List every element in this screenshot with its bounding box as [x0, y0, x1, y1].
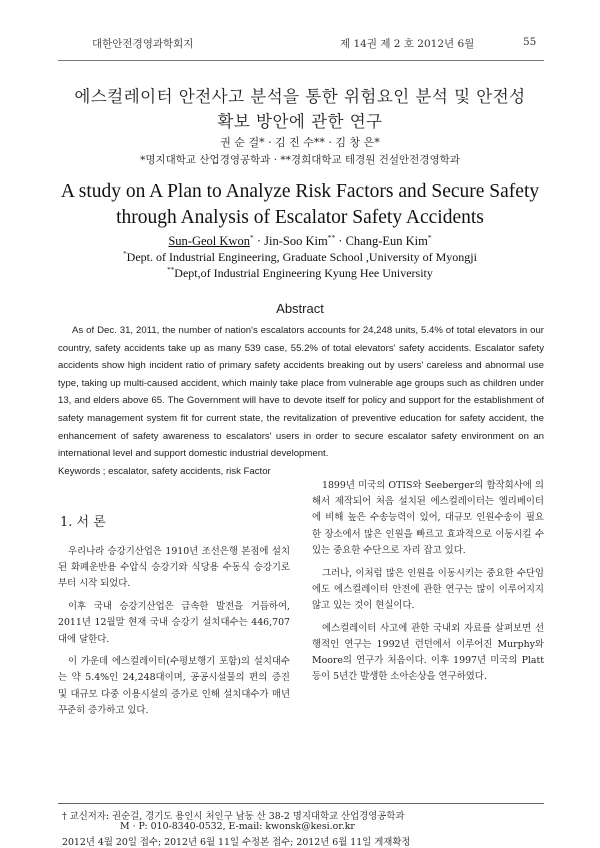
abstract-body	[58, 322, 544, 480]
author2-mark: **	[327, 233, 336, 242]
footnote-line3: 2012년 4월 20일 접수; 2012년 6월 11일 수정본 접수; 2012년 6월 11일 게재확정	[62, 837, 411, 848]
korean-affiliation: *명지대학교 산업경영공학과 · **경희대학교 테경원 건설안전경영학과	[140, 154, 460, 166]
page-number: 55	[523, 36, 537, 48]
paragraph: 에스컬레이터 사고에 관한 국내외 자료를 살펴보면 선행적인 연구는 1992년 런던에서 이루어진 Murphy와 Moore의 연구가 처음이다. 이후 1997년 미국의 Platt 등이 5년간 발생한 소아손상을 연구하였다.	[312, 622, 544, 683]
abstract-text: As of Dec. 31, 2011, the number of nation's escalators accounts for 24,248 units, 5.4% of total elevators in our country, safety accidents take up as many 539 case, 55.2% of total elevators' safety accidents. Escalator safety accidents show high incident ratio of primary safety accidents breaking out by users' careless and abnormal use type, taking up multi-caused accident, which mainly take place from vulnerable age groups such as children under 13, and elders above 65. The Government will have to devote itself for policy and support for the establishment of safety management system fit for current state, the revitalization of preventive education for safety accident, the enhancement of safety awareness to escalators' users in order to secure escalator safety environment on an international level and support domestic industrial development.	[58, 325, 544, 460]
aff1-text: Dept. of Industrial Engineering, Graduate School ,University of Myongji	[126, 250, 477, 264]
keywords: Keywords ; escalator, safety accidents, risk Factor	[58, 465, 271, 477]
left-column	[58, 544, 290, 726]
section-heading: 1. 서 론	[60, 515, 106, 530]
footnote-line1: † 교신저자: 권순걸, 경기도 용인시 처인구 남동 산 38-2 명지대학교 산업경영공학과	[62, 811, 405, 822]
english-affiliation-2	[0, 266, 600, 281]
second-author: · Jin-Soo Kim	[253, 234, 328, 249]
paragraph: 우리나라 승강기산업은 1910년 조선은행 본점에 설치된 화폐운반용 수압식 승강기와 식당용 수동식 승강기로부터 시작 되었다.	[58, 546, 290, 590]
right-column	[312, 478, 544, 692]
footnote-rule	[58, 803, 544, 804]
footnote-line2: M · P: 010-8340-0532, E-mail: kwonsk@kesi.or.kr	[120, 821, 355, 832]
third-author: · Chang-Eun Kim	[335, 234, 428, 249]
english-title-line1: A study on A Plan to Analyze Risk Factors and Secure Safety	[60, 181, 540, 202]
aff2-text: Dept,of Industrial Engineering Kyung Hee University	[174, 266, 433, 280]
journal-name: 대한안전경영과학회지	[92, 38, 194, 50]
header-rule	[58, 60, 544, 61]
korean-title-line1: 에스컬레이터 안전사고 분석을 통한 위험요인 분석 및 안전성	[74, 87, 526, 106]
first-author: Sun-Geol Kwon	[168, 234, 250, 249]
english-title-line2: through Analysis of Escalator Safety Accidents	[116, 207, 484, 228]
paragraph: 1899년 미국의 OTIS와 Seeberger의 합작회사에 의해서 제작되어 처음 설치된 에스컬레이터는 엘리베이터에 비해 높은 수송능력이 있어, 대규모 인원수송이 필요한 장소에서 많은 인원을 빠르고 효과적으로 이동시킬 수 있는 중요한 수단으로 자리 잡고 있다.	[312, 480, 544, 556]
author3-mark: *	[427, 233, 432, 242]
aff2-mark: **	[167, 266, 175, 274]
paragraph: 그러나, 이처럼 많은 인원을 이동시키는 중요한 수단임에도 에스컬레이터 안전에 관한 연구는 많이 이루어지지 않고 있는 것이 현실이다.	[312, 567, 544, 611]
volume-info: 제 14권 제 2 호 2012년 6월	[340, 38, 475, 50]
abstract-heading: Abstract	[276, 301, 324, 316]
korean-authors: 권 순 걸* · 김 진 수** · 김 창 은*	[220, 136, 380, 149]
aff1-mark: *	[123, 250, 127, 258]
paragraph: 이후 국내 승강기산업은 급속한 발전을 거듭하여, 2011년 12월말 현재 국내 승강기 설치대수는 446,707대에 달한다.	[58, 601, 290, 645]
author1-mark: *	[249, 233, 254, 242]
english-authors	[0, 233, 600, 249]
english-affiliation-1	[0, 250, 600, 265]
korean-title-line2: 확보 방안에 관한 연구	[217, 112, 383, 131]
paragraph: 이 가운데 에스컬레이터(수평보행기 포함)의 설치대수는 약 5.4%인 24,248대이며, 공공시설물의 편의 증진 및 대규모 다중 이용시설의 증가로 인해 설치대수가 매년 꾸준히 증가하고 있다.	[58, 656, 290, 716]
